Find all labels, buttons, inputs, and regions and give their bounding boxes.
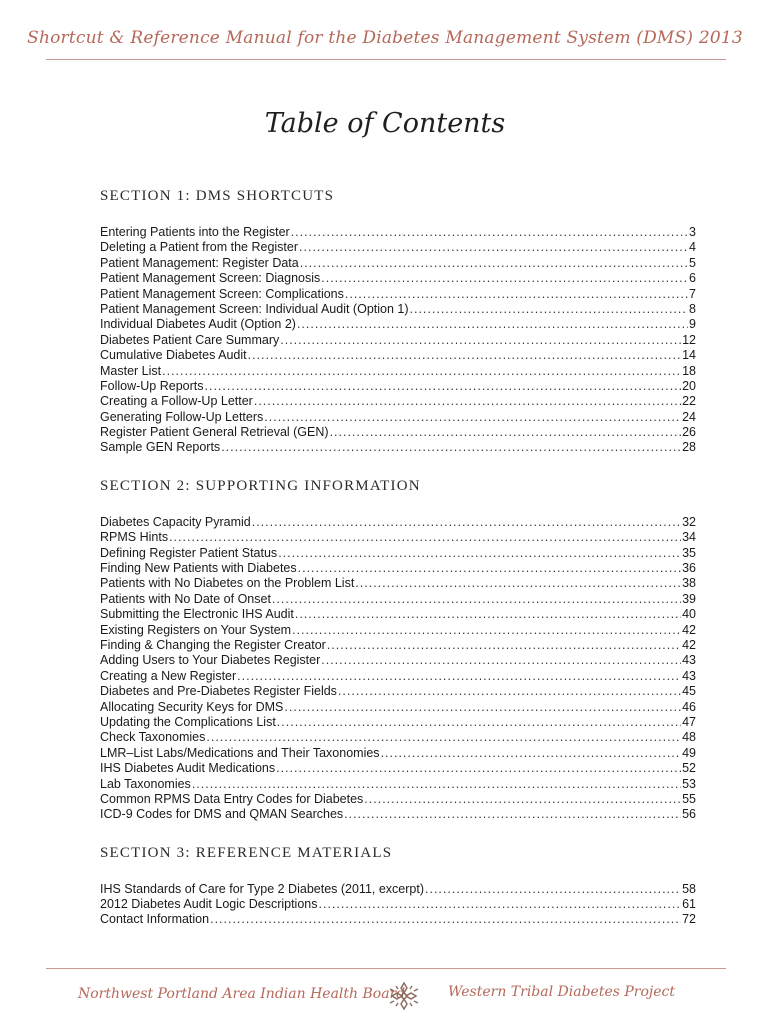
toc-entry-page: 32	[682, 514, 696, 529]
section-entries	[100, 225, 696, 456]
toc-entry-page: 26	[682, 425, 696, 440]
toc-entry[interactable]	[100, 715, 696, 730]
toc-entry-title: Cumulative Diabetes Audit	[100, 348, 247, 363]
dot-leader	[162, 364, 681, 379]
toc-entry[interactable]	[100, 256, 696, 271]
section-entries	[100, 882, 696, 928]
dot-leader	[344, 807, 681, 822]
toc-entry-page: 7	[689, 286, 696, 301]
toc-entry-title: 2012 Diabetes Audit Logic Descriptions	[100, 897, 318, 912]
dot-leader	[252, 515, 681, 530]
toc-entry-page: 4	[689, 240, 696, 255]
toc-entry-title: Follow-Up Reports	[100, 378, 204, 393]
toc-entry[interactable]	[100, 700, 696, 715]
toc-entry-title: Entering Patients into the Register	[100, 225, 290, 239]
toc-entry[interactable]	[100, 882, 696, 897]
dot-leader	[284, 700, 681, 715]
toc-entry-page: 42	[682, 622, 696, 637]
toc-entry-page: 43	[682, 668, 696, 683]
toc-entry[interactable]	[100, 425, 696, 440]
toc-entry-title: Check Taxonomies	[100, 730, 206, 745]
dot-leader	[319, 897, 682, 912]
toc-entry-page: 38	[682, 576, 696, 591]
dot-leader	[327, 638, 681, 653]
toc-entry[interactable]	[100, 576, 696, 591]
toc-entry-title: Existing Registers on Your System	[100, 622, 292, 637]
dot-leader	[277, 715, 681, 730]
dot-leader	[278, 546, 681, 561]
dot-leader	[248, 348, 681, 363]
toc-entry-page: 6	[689, 271, 696, 286]
dot-leader	[297, 317, 688, 332]
toc-entry-title: Diabetes and Pre-Diabetes Register Fields	[100, 684, 337, 699]
toc-entry[interactable]	[100, 653, 696, 668]
table-of-contents	[100, 187, 696, 949]
toc-entry-title: IHS Diabetes Audit Medications	[100, 761, 276, 776]
dot-leader	[295, 607, 681, 622]
toc-entry-title: Patient Management Screen: Individual Audit (Option 1)	[100, 301, 409, 316]
toc-entry-title: Creating a New Register	[100, 668, 237, 683]
toc-entry-title: Finding New Patients with Diabetes	[100, 561, 297, 576]
toc-entry[interactable]	[100, 225, 696, 240]
toc-entry[interactable]	[100, 530, 696, 545]
toc-entry[interactable]	[100, 897, 696, 912]
toc-entry-page: 48	[682, 730, 696, 745]
toc-entry-title: Common RPMS Data Entry Codes for Diabetes	[100, 791, 364, 806]
page-header: Shortcut & Reference Manual for the Diabetes Management System (DMS) 2013	[27, 28, 743, 48]
toc-entry-title: Deleting a Patient from the Register	[100, 240, 299, 255]
toc-entry[interactable]	[100, 912, 696, 927]
toc-entry-title: Patients with No Diabetes on the Problem List	[100, 576, 355, 591]
toc-entry-page: 53	[682, 776, 696, 791]
toc-entry-title: Diabetes Capacity Pyramid	[100, 514, 251, 529]
toc-entry[interactable]	[100, 746, 696, 761]
toc-entry[interactable]	[100, 669, 696, 684]
toc-entry-title: Master List	[100, 363, 162, 378]
toc-entry-page: 12	[682, 332, 696, 347]
dot-leader	[345, 287, 688, 302]
toc-entry-title: Diabetes Patient Care Summary	[100, 332, 280, 347]
dot-leader	[425, 882, 681, 897]
toc-entry[interactable]	[100, 638, 696, 653]
toc-entry[interactable]	[100, 623, 696, 638]
toc-entry-page: 24	[682, 409, 696, 424]
toc-entry-title: Allocating Security Keys for DMS	[100, 699, 284, 714]
toc-title: Table of Contents	[264, 108, 506, 139]
toc-entry-page: 39	[682, 591, 696, 606]
toc-entry[interactable]	[100, 792, 696, 807]
section-entries	[100, 515, 696, 823]
toc-entry-page: 22	[682, 394, 696, 409]
toc-entry[interactable]	[100, 561, 696, 576]
toc-entry-title: Individual Diabetes Audit (Option 2)	[100, 317, 296, 332]
toc-entry-title: Patient Management Screen: Complications	[100, 286, 344, 301]
dot-leader	[300, 256, 688, 271]
dot-leader	[205, 379, 682, 394]
toc-entry-page: 34	[682, 530, 696, 545]
section-heading: SECTION 3: REFERENCE MATERIALS	[100, 844, 393, 861]
dot-leader	[254, 394, 681, 409]
footer-divider	[46, 968, 726, 969]
toc-entry-page: 47	[682, 714, 696, 729]
dot-leader	[206, 730, 681, 745]
toc-entry-page: 8	[689, 301, 696, 316]
dot-leader	[338, 684, 681, 699]
dot-leader	[280, 333, 681, 348]
toc-entry-title: Sample GEN Reports	[100, 440, 221, 455]
toc-entry-title: LMR–List Labs/Medications and Their Taxonomies	[100, 745, 380, 760]
toc-entry-page: 20	[682, 378, 696, 393]
toc-entry-page: 9	[689, 317, 696, 332]
tribal-emblem-icon	[384, 980, 424, 1012]
toc-entry[interactable]	[100, 317, 696, 332]
toc-entry[interactable]	[100, 379, 696, 394]
dot-leader	[192, 777, 681, 792]
toc-entry-page: 35	[682, 545, 696, 560]
toc-entry[interactable]	[100, 271, 696, 286]
toc-entry-title: Register Patient General Retrieval (GEN)	[100, 425, 329, 440]
toc-entry-page: 45	[682, 684, 696, 699]
toc-entry-page: 14	[682, 348, 696, 363]
toc-entry-title: Patient Management: Register Data	[100, 255, 299, 270]
toc-entry-title: Generating Follow-Up Letters	[100, 409, 264, 424]
footer-organization: Northwest Portland Area Indian Health Board	[78, 986, 406, 1002]
section-2	[100, 477, 696, 823]
toc-entry[interactable]	[100, 592, 696, 607]
dot-leader	[264, 410, 681, 425]
section-1	[100, 187, 696, 456]
dot-leader	[291, 225, 688, 240]
toc-entry-title: Contact Information	[100, 912, 210, 927]
toc-entry-title: Patients with No Date of Onset	[100, 591, 271, 606]
dot-leader	[410, 302, 689, 317]
toc-entry-title: Defining Register Patient Status	[100, 545, 278, 560]
dot-leader	[292, 623, 681, 638]
toc-entry-title: Adding Users to Your Diabetes Register	[100, 653, 321, 668]
toc-entry-page: 55	[682, 791, 696, 806]
dot-leader	[210, 912, 681, 927]
toc-entry-title: Patient Management Screen: Diagnosis	[100, 271, 321, 286]
dot-leader	[276, 761, 681, 776]
toc-entry[interactable]	[100, 761, 696, 776]
toc-entry-page: 46	[682, 699, 696, 714]
dot-leader	[221, 440, 681, 455]
toc-entry-title: Submitting the Electronic IHS Audit	[100, 607, 294, 622]
toc-entry-title: Finding & Changing the Register Creator	[100, 637, 326, 652]
toc-entry-title: Creating a Follow-Up Letter	[100, 394, 253, 409]
dot-leader	[169, 530, 681, 545]
dot-leader	[381, 746, 682, 761]
toc-entry-title: RPMS Hints	[100, 530, 169, 545]
toc-entry[interactable]	[100, 684, 696, 699]
toc-entry[interactable]	[100, 364, 696, 379]
dot-leader	[299, 240, 688, 255]
toc-entry[interactable]	[100, 348, 696, 363]
toc-entry[interactable]	[100, 333, 696, 348]
toc-entry-page: 56	[682, 807, 696, 822]
toc-entry-page: 72	[682, 912, 696, 927]
dot-leader	[364, 792, 681, 807]
toc-entry-page: 42	[682, 637, 696, 652]
toc-entry[interactable]	[100, 240, 696, 255]
dot-leader	[272, 592, 681, 607]
section-3	[100, 844, 696, 928]
toc-entry-page: 3	[689, 225, 696, 239]
dot-leader	[298, 561, 681, 576]
dot-leader	[330, 425, 682, 440]
toc-entry[interactable]	[100, 440, 696, 455]
dot-leader	[237, 669, 681, 684]
toc-entry[interactable]	[100, 607, 696, 622]
toc-entry[interactable]	[100, 546, 696, 561]
toc-entry-title: Lab Taxonomies	[100, 776, 191, 791]
toc-entry-title: ICD-9 Codes for DMS and QMAN Searches	[100, 807, 344, 822]
dot-leader	[321, 271, 688, 286]
toc-entry-page: 36	[682, 561, 696, 576]
header-divider	[46, 59, 726, 60]
toc-entry[interactable]	[100, 730, 696, 745]
toc-entry-title: IHS Standards of Care for Type 2 Diabetes (2011, excerpt)	[100, 881, 425, 896]
toc-entry-page: 40	[682, 607, 696, 622]
dot-leader	[355, 576, 681, 591]
toc-entry[interactable]	[100, 302, 696, 317]
toc-entry-page: 5	[689, 255, 696, 270]
dot-leader	[321, 653, 681, 668]
toc-entry-page: 61	[682, 897, 696, 912]
toc-entry-title: Updating the Complications List	[100, 714, 276, 729]
toc-entry-page: 43	[682, 653, 696, 668]
toc-entry[interactable]	[100, 777, 696, 792]
toc-entry[interactable]	[100, 394, 696, 409]
toc-entry[interactable]	[100, 807, 696, 822]
toc-entry-page: 28	[682, 440, 696, 455]
toc-entry-page: 58	[682, 881, 696, 896]
footer-project: Western Tribal Diabetes Project	[448, 984, 676, 1000]
toc-entry-page: 18	[682, 363, 696, 378]
section-heading: SECTION 1: DMS SHORTCUTS	[100, 188, 335, 204]
toc-entry-page: 52	[682, 761, 696, 776]
toc-entry[interactable]	[100, 287, 696, 302]
toc-entry-page: 49	[682, 745, 696, 760]
section-heading: SECTION 2: SUPPORTING INFORMATION	[100, 477, 421, 494]
toc-entry[interactable]	[100, 515, 696, 530]
toc-entry[interactable]	[100, 410, 696, 425]
page-footer	[0, 980, 770, 1012]
